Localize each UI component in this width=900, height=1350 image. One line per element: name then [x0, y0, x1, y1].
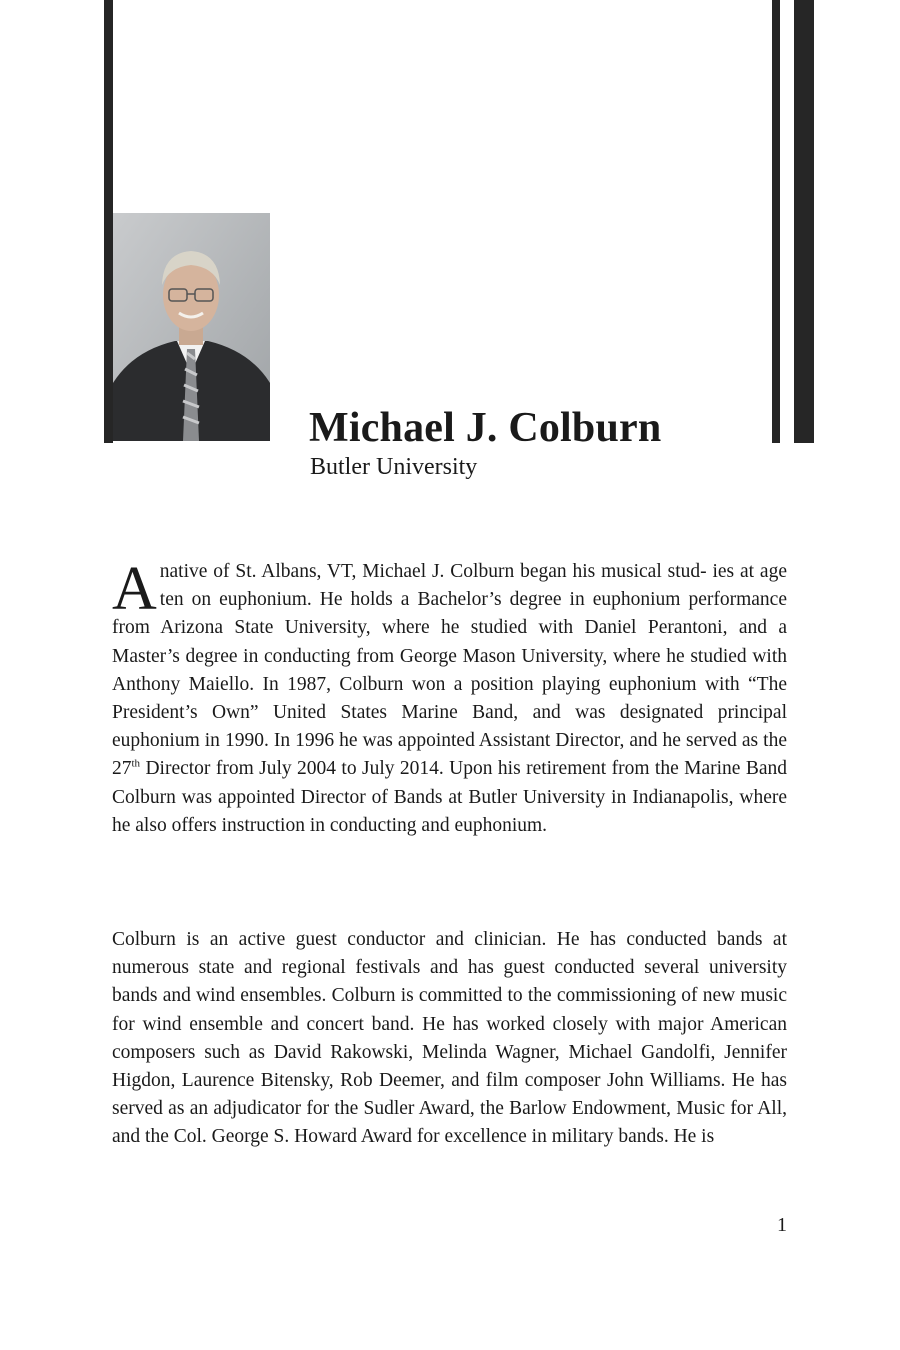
ordinal-suffix: th — [131, 757, 141, 770]
decorative-bar-right-thin — [772, 0, 780, 443]
portrait-photo — [113, 213, 270, 441]
bio-p1-line1: native of St. Albans, VT, Michael J. Colburn began his musical stud- — [159, 561, 707, 582]
page-number: 1 — [777, 1214, 787, 1236]
bio-paragraph-1 — [112, 555, 787, 840]
bio-p1-text-b: Director from July 2004 to July 2014. Upon his retirement from the Marine Band Colburn was appointed Director of Bands at Butler University in Indianapolis, where he also offers instruction in conducting and euphonium. — [112, 758, 787, 836]
person-name: Michael J. Colburn — [309, 405, 662, 451]
bio-p1-text-a: ies at age ten on euphonium. He holds a Bachelor’s degree in euphonium performance from Arizona State University, where he studied with Daniel Perantoni, and a Master’s degree in conducting from George Mason University, where he studied with Anthony Maiello. In 1987, Colburn won a position playing euphonium with “The President’s Own” United States Marine Band, and was designated principal euphonium in 1990. In 1996 he was appointed Assistant Director, and he served as the 27 — [112, 561, 787, 780]
decorative-bar-right-thick — [794, 0, 814, 443]
decorative-bar-left — [104, 0, 113, 443]
affiliation: Butler University — [310, 454, 478, 480]
bio-p2-text: Colburn is an active guest conductor and clinician. He has conducted bands at numerous state and regional festivals and has guest conducted several university bands and wind ensembles. Colburn is committed to the commissioning of new music for wind ensemble and concert band. He has worked closely with major American composers such as David Rakowski, Melinda Wagner, Michael Gandolfi, Jennifer Higdon, Laurence Bitensky, Rob Deemer, and film composer John Williams. He has served as an adjudicator for the Sudler Award, the Barlow Endowment, Music for All, and the Col. George S. Howard Award for excellence in military bands. He is — [112, 929, 787, 1148]
bio-paragraph-2 — [112, 926, 787, 1152]
drop-cap: A — [112, 555, 157, 623]
